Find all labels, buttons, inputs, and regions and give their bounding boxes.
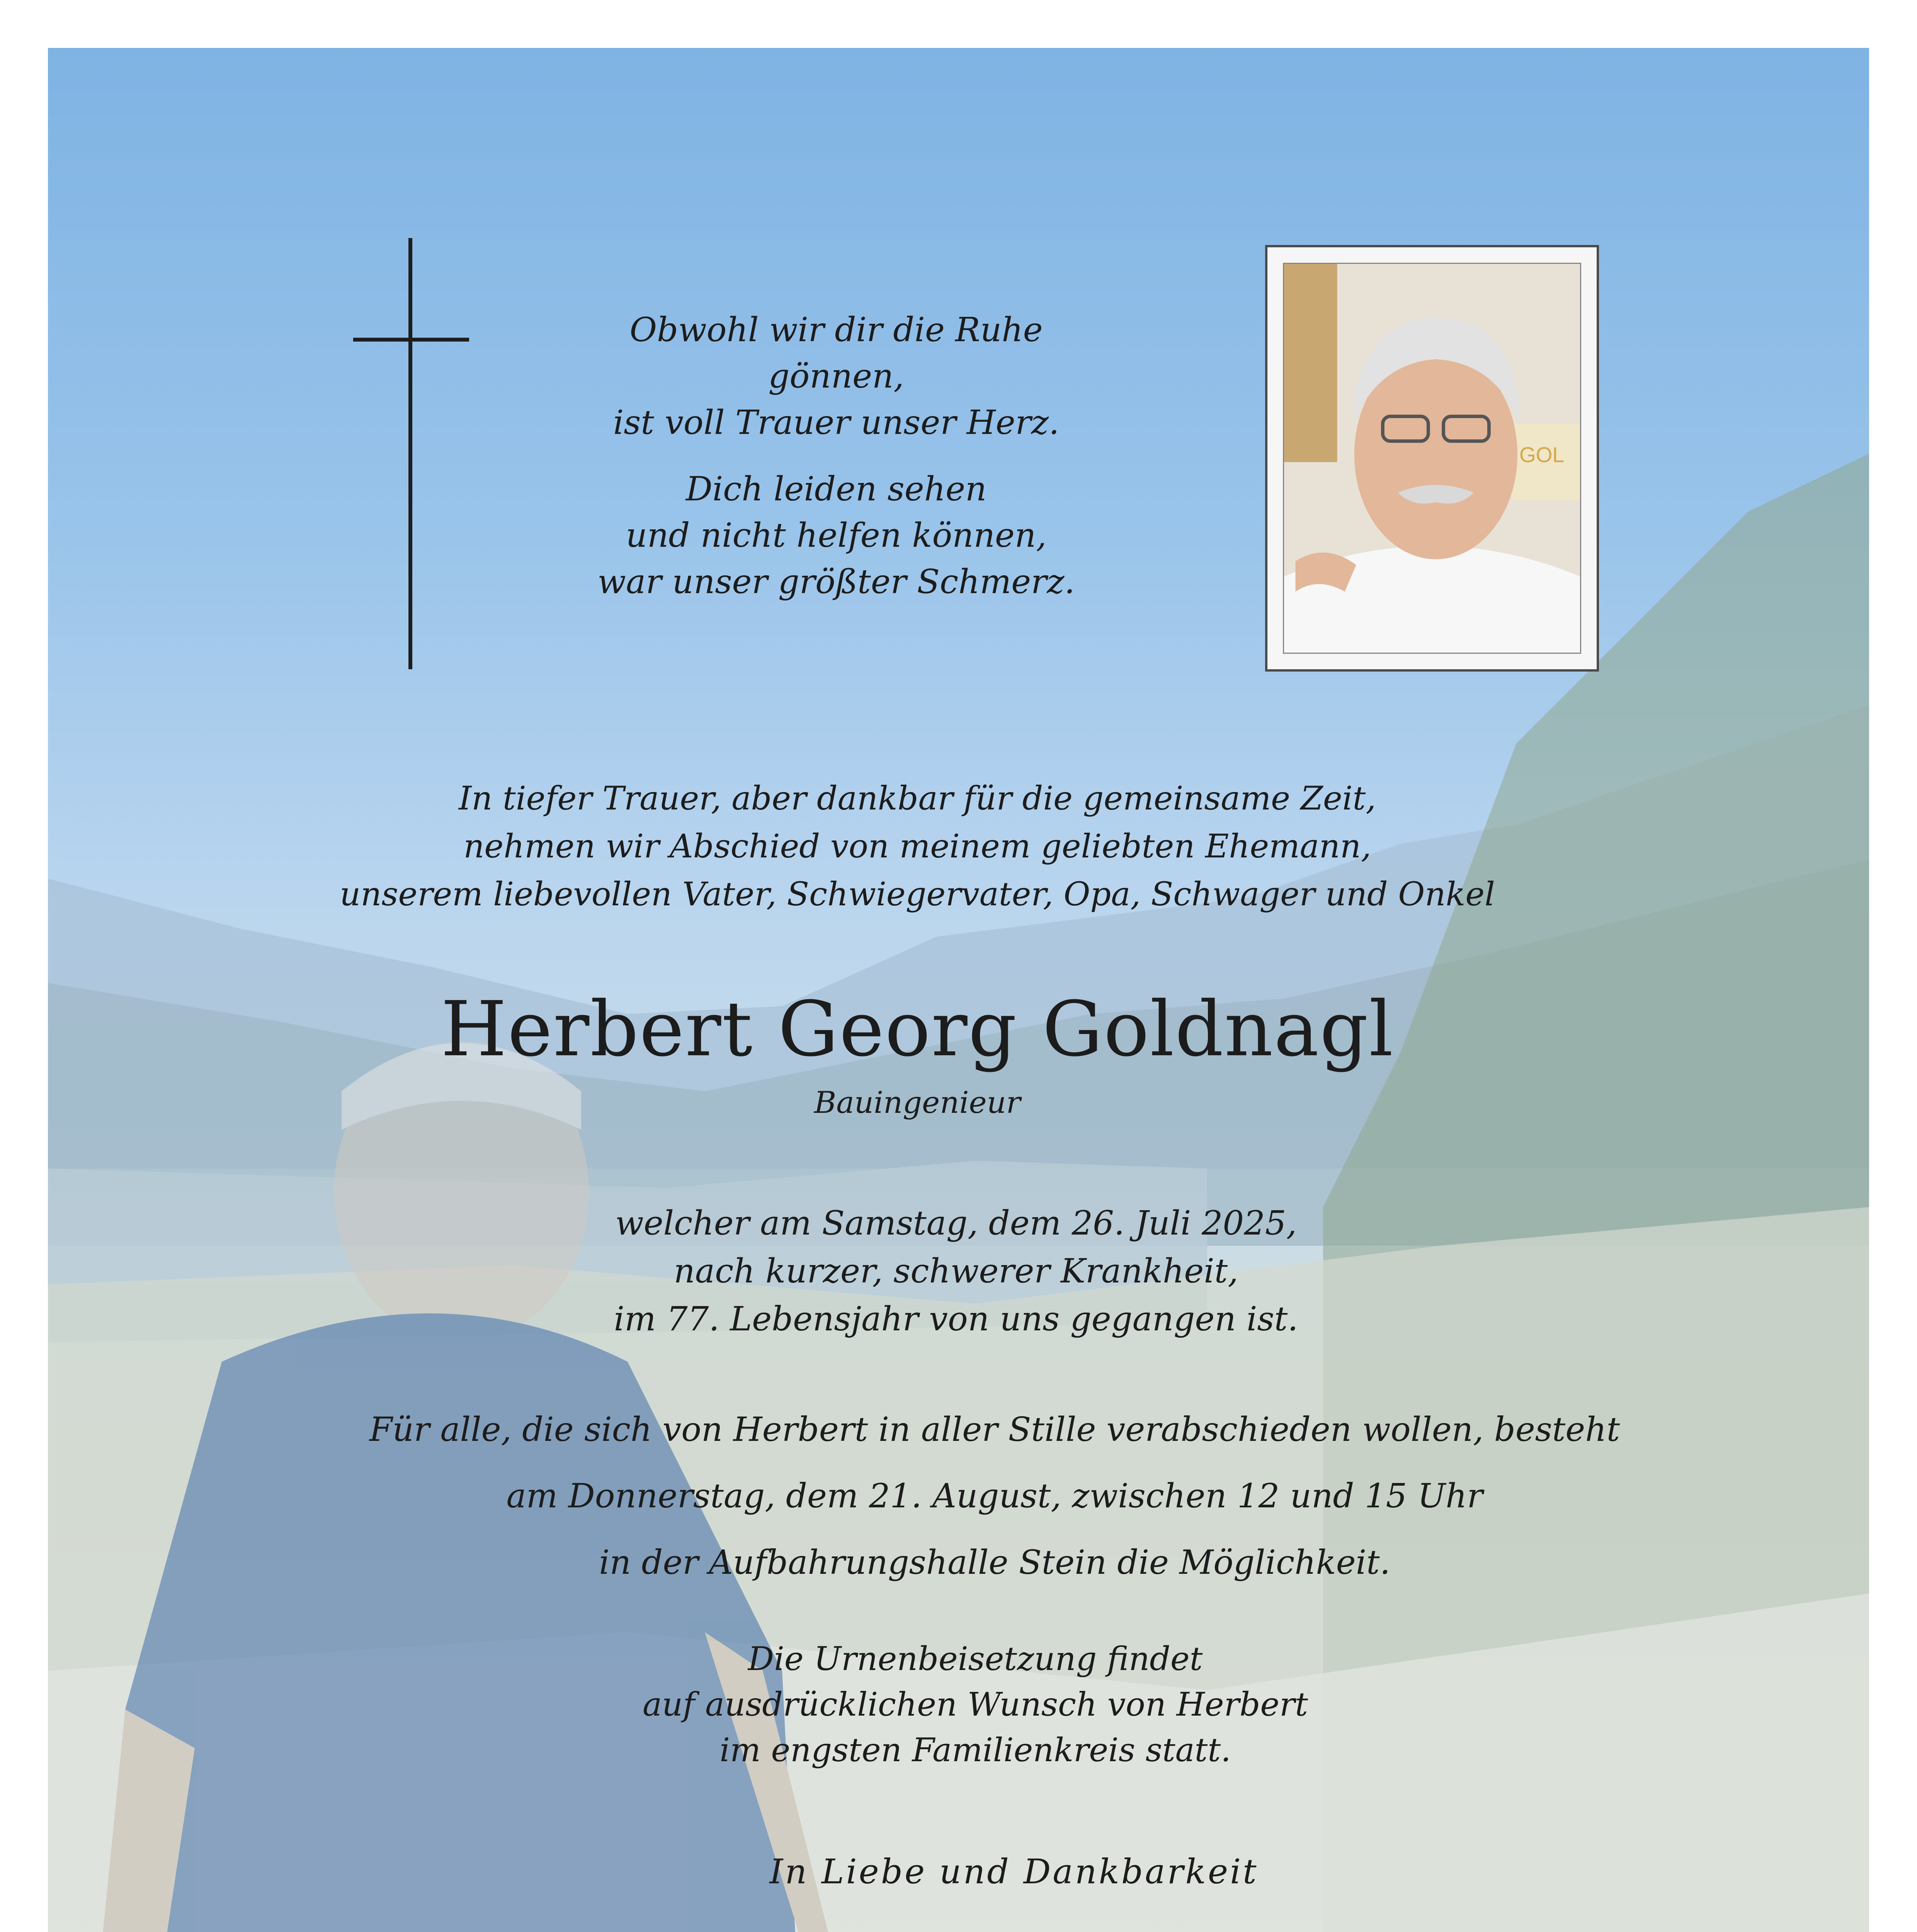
death-line: nach kurzer, schwerer Krankheit, xyxy=(674,1252,1238,1291)
death-details xyxy=(492,1199,1420,1343)
intro-line: In tiefer Trauer, aber dankbar für die gemeinsame Zeit, xyxy=(459,779,1376,817)
urn-line: auf ausdrücklichen Wunsch von Herbert xyxy=(642,1685,1308,1723)
cross-horizontal xyxy=(353,338,469,342)
mourners-heading: In Liebe und Dankbarkeit xyxy=(769,1852,1259,1891)
poem xyxy=(562,307,1111,625)
poem-line: und nicht helfen können, xyxy=(626,516,1047,555)
poem-line: ist voll Trauer unser Herz. xyxy=(613,403,1060,442)
poem-line: Dich leiden sehen xyxy=(685,470,987,509)
intro-line: nehmen wir Abschied von meinem geliebten Ehemann, xyxy=(463,827,1371,865)
deceased-profession: Bauingenieur xyxy=(814,1085,1021,1120)
urn-line: im engsten Familienkreis statt. xyxy=(720,1731,1231,1769)
portrait-photo xyxy=(1265,245,1599,672)
urn-burial-note xyxy=(512,1636,1439,1773)
farewell-line: Für alle, die sich von Herbert in aller Stille verabschieden wollen, besteht xyxy=(369,1410,1620,1449)
intro-line: unserem liebevollen Vater, Schwiegervater, Opa, Schwager und Onkel xyxy=(340,875,1495,913)
death-line: welcher am Samstag, dem 26. Juli 2025, xyxy=(615,1204,1297,1243)
announcement-intro xyxy=(280,774,1555,918)
farewell-line: in der Aufbahrungshalle Stein die Möglichkeit. xyxy=(599,1543,1390,1582)
urn-line: Die Urnenbeisetzung findet xyxy=(748,1640,1203,1678)
death-line: im 77. Lebensjahr von uns gegangen ist. xyxy=(614,1300,1298,1338)
farewell-line: am Donnerstag, dem 21. August, zwischen 12 und 15 Uhr xyxy=(506,1477,1483,1515)
farewell-details xyxy=(318,1396,1671,1596)
obituary-card xyxy=(48,48,1869,1932)
photo-sign-text: GOL xyxy=(1519,442,1565,467)
cross-vertical xyxy=(408,238,412,669)
portrait-image xyxy=(1283,263,1581,654)
deceased-name: Herbert Georg Goldnagl xyxy=(441,985,1394,1073)
poem-line: Obwohl wir dir die Ruhe gönnen, xyxy=(629,311,1043,396)
poem-line: war unser größter Schmerz. xyxy=(597,563,1075,601)
